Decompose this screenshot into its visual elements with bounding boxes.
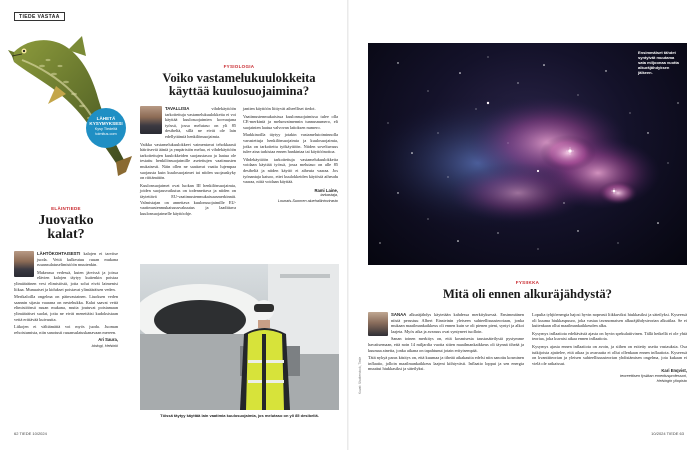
title-line: käyttää kuulosuojaimina? <box>168 84 310 98</box>
text-column <box>243 106 338 218</box>
badge-line: Kysy Tiedeltä <box>94 126 118 131</box>
paragraph: Tätä nykyä paras käsitys on, että kuumaa ja tiheää aikakautta edelsi niin sanottu kosminen inflaatio, jolloin maailmankaikkeus laajeni kiihtyvästi. Inflaatio loppui ja sen energia muuttui hiukkasiksi ja säteilyksi. <box>368 355 524 372</box>
title-line: kalat? <box>47 227 85 242</box>
author-title: Lounais-Suomen aluehallintovirasto <box>277 198 338 203</box>
author-signature <box>532 368 687 384</box>
nebula-scene <box>368 43 687 265</box>
paragraph: Makeassa vedessä, kuten järvissä ja joissa elävien kalojen täytyy kuitenkin poistaa ylimääräinen vesi elimistöstä, jotta solut eivät laimenisi liikaa. Munuaiset ja kidukset poistavat ylimääräisen veden. <box>14 269 118 292</box>
page-number-right: 10/2024 TIEDE 63 <box>651 431 684 436</box>
article-title <box>14 214 118 242</box>
paragraph: Kuulonsuojaimet ovat luokan III henkilönsuojaimia, joiden suojausvaikutus on todennettava ja niiden on täytettävä EU-vaatimustenmukaisuusmerkinnät. Valmistajan on annettava kuulonsuojaimille EU-vaatimustenmukaisuusvakuutus ja laadittava kuulonsuojaimelle käyttöohje. <box>140 182 236 216</box>
title-line: Juovatko <box>38 213 94 228</box>
paragraph: Kysymys ajasta ennen inflaatiota on avoin, ja siihen on esitetty useita vastauksia. Osa tutkijoista ajattelee, että aikaa ja avaruutta ei ollut ollenkaan ennen inflaatiota. Kyseessä on kvanttiteorian ja yleisen suhteellisuusteorian yhdistämisen ongelma, jota kukaan ei vielä ole ratkaissut. <box>532 343 687 366</box>
paragraph <box>368 312 524 334</box>
author-portrait <box>140 106 162 134</box>
section-label: ELÄINTIEDE <box>51 206 81 211</box>
paragraph-text: vihdekäyttöön tarkoitettuja vastamelukuulokkeita ei voi käyttää kuulosuojaimien korvaajana työssä, jossa melutaso on yli 85 desibeliä, sillä ne eivät ole lain edellyttämiä henkilönsuojaimia. <box>165 106 236 139</box>
paragraph: Vihdekäyttöön tarkoitettuja vastamelukuulokkeita voidaan käyttää työssä, jossa melutaso on alle 85 desibeliä ja niiden käyttö ei aiheuta vaaraa. Jos työnantaja katsoo, ettei kuulokkeiden käytöstä aiheudu vaaraa, niitä voidaan käyttää. <box>243 156 338 185</box>
section-tag: TIEDE VASTAA <box>14 12 65 21</box>
paragraph: jantien käyttöön liittyvät aiheelliset tiedot. <box>243 106 316 111</box>
section-label: FYSIIKKA <box>515 280 540 285</box>
paragraph: Markkinoilla täytyy jotakin vastamelutoiminnolla varustettuja henkilönsuojaimia ja kuulosuojaimia, jotka on tarkoitettu työkäyttöön. Niiden soveltuvuus tulee aina tarkistaa ennen hankintaa tai käyttöönottoa. <box>243 132 338 155</box>
pike-article <box>14 206 118 349</box>
badge-line: toimitus.com <box>95 132 117 137</box>
author-title: Helsingin yliopisto <box>656 379 687 384</box>
paragraph: Liikojen ei välttämättä voi myös juoda. Juoman rehoistumista, niin sanotusti ruuansulatuskanavaan mereen. <box>14 324 118 335</box>
text-column <box>368 312 524 385</box>
article-body <box>14 251 118 335</box>
page-gutter <box>347 0 349 450</box>
paragraph: Vaatimustenmukaisissa kuulonsuojaimissa tulee olla CE-merkintä ja melunvaimennin tunnusnumero, eli suojainten laatua valvovan laitoksen numero. <box>243 113 338 130</box>
author-portrait <box>14 251 34 277</box>
paragraph: Sanan toinen merkitys on, että kosmisesta taustasäteilystä pystymme havaitsemaan, että noin 14 miljardia vuotta sitten maailmankaikkeus oli täynnä tiheää ja kuumaa ainetta, jonka aikana on tapahtunut jotain erityisempää. <box>368 336 524 353</box>
paragraph-text: kalojen ei tarvitse juoda. Vettä kulkeutuu ruuan mukana ruuansulatuselimistöön muutenkin. <box>37 251 118 268</box>
worker-scene <box>140 264 339 410</box>
paragraph: Vaikka vastamelukuulokkeet vaimentavat tehokkaasti häiritseviä ääniä ja ympäristön melua, ei vihdekäyttöön tarkoitettujen kuulokkeiden suojaustasoa ja laatua ole testattu henkilönsuojaimille asetettujen vaatimusten mukaisesti. Näin ollen ne saattavat vaatia lujempaa suojausta kuin kuulosuojaimet tai niiden suojauskyky on riittämätön. <box>140 141 236 181</box>
text-column <box>532 312 687 385</box>
paragraph: Kysymys inflaatiota edeltävästä ajasta on hyvin spekulatiivinen. Tällä hetkellä ei ole yhtä teoriaa, joka kuvaisi aikaa ennen inflaatiota. <box>532 330 687 342</box>
author-name: Ari Saura, <box>98 337 118 343</box>
nebula-image <box>368 43 687 265</box>
photo-caption: Töissä täytyy käyttää lain vaatimia kuulosuojaimia, jos melutaso on yli 85 desibeliä. <box>160 413 319 418</box>
section-label: FYSIOLOGIA <box>223 64 255 69</box>
bigbang-article <box>368 280 687 385</box>
author-title: tarkastaja, <box>320 193 338 198</box>
article-title: Mitä oli ennen alkuräjähdystä? <box>443 287 612 301</box>
hearing-article <box>140 64 338 218</box>
paragraph-text: alkuräjähdys käytetään kahdessa merkityksessä. Ensimmäinen niistä perustuu Albert Einsteinin yleiseen suhteellisuusteoriaan, jonka mukaan maailmankaikkeus oli ennen kuin se oli pienen pieni, syntyi ja alkoi laajeta. Myös aika ja avaruus ovat syntyneet tuolloin. <box>391 312 524 334</box>
author-portrait <box>368 312 388 336</box>
badge-line: KYSYMYKSESI <box>89 121 123 127</box>
send-question-badge[interactable] <box>86 108 126 148</box>
text-column <box>140 106 236 218</box>
author-name: Rami Laine, <box>314 187 338 193</box>
worker-photo <box>140 264 339 410</box>
paragraph: Merikaloilla ongelma on päinvastainen. Liuoksen veden saannin sijasta vaarana on nestehukka. Kalat saavat vettä elimistöönsä ruuan mukana, mutta joutuvat poistamaan ylimääräiset suolat, jotta ne eivät menettäisi kudoksistaan vettä erittävää kuivuutta. <box>14 294 118 322</box>
paragraph: Lopulta tyhjiöenergia hajosi hyvin nopeasti liikkuviksi hiukkasiksi ja säteilyksi. Kyseessä oli kuuma hiukkaspuuro, joka vastaa tavanomaisen alkuräjähdysteorian alkutilaa. Se ei kuitenkaan ollut maailmankaikkeuden alku. <box>532 312 687 329</box>
author-signature <box>243 188 338 204</box>
page-number-left: 62 TIEDE 10/2024 <box>14 431 47 436</box>
author-name: Kari Enqvist, <box>661 368 687 374</box>
lead-in: SANAA <box>391 312 407 317</box>
author-title: biologi, Helsinki <box>91 343 118 348</box>
article-title <box>140 72 338 98</box>
pike-fish-illustration <box>8 26 132 176</box>
nebula-caption: Ensimmäiset tähdet syntyivät muutama sata miljoonaa vuotta alkuräjähdyksen jälkeen. <box>638 50 679 75</box>
author-title: teoreettisen fysiikan emeritusprofessori, <box>620 373 687 378</box>
article-columns <box>140 106 338 218</box>
badge-line: LÄHETÄ <box>96 116 116 121</box>
lead-in: TAVALLISIA <box>165 106 190 111</box>
title-line: Voiko vastamelukuulokkeita <box>162 71 316 85</box>
photo-credit: Kuvat: Shutterstock, Tiede <box>358 356 362 394</box>
article-columns <box>368 312 687 385</box>
lead-in: LÄHTÖKOHTAISESTI <box>37 251 81 256</box>
author-signature <box>14 337 118 349</box>
